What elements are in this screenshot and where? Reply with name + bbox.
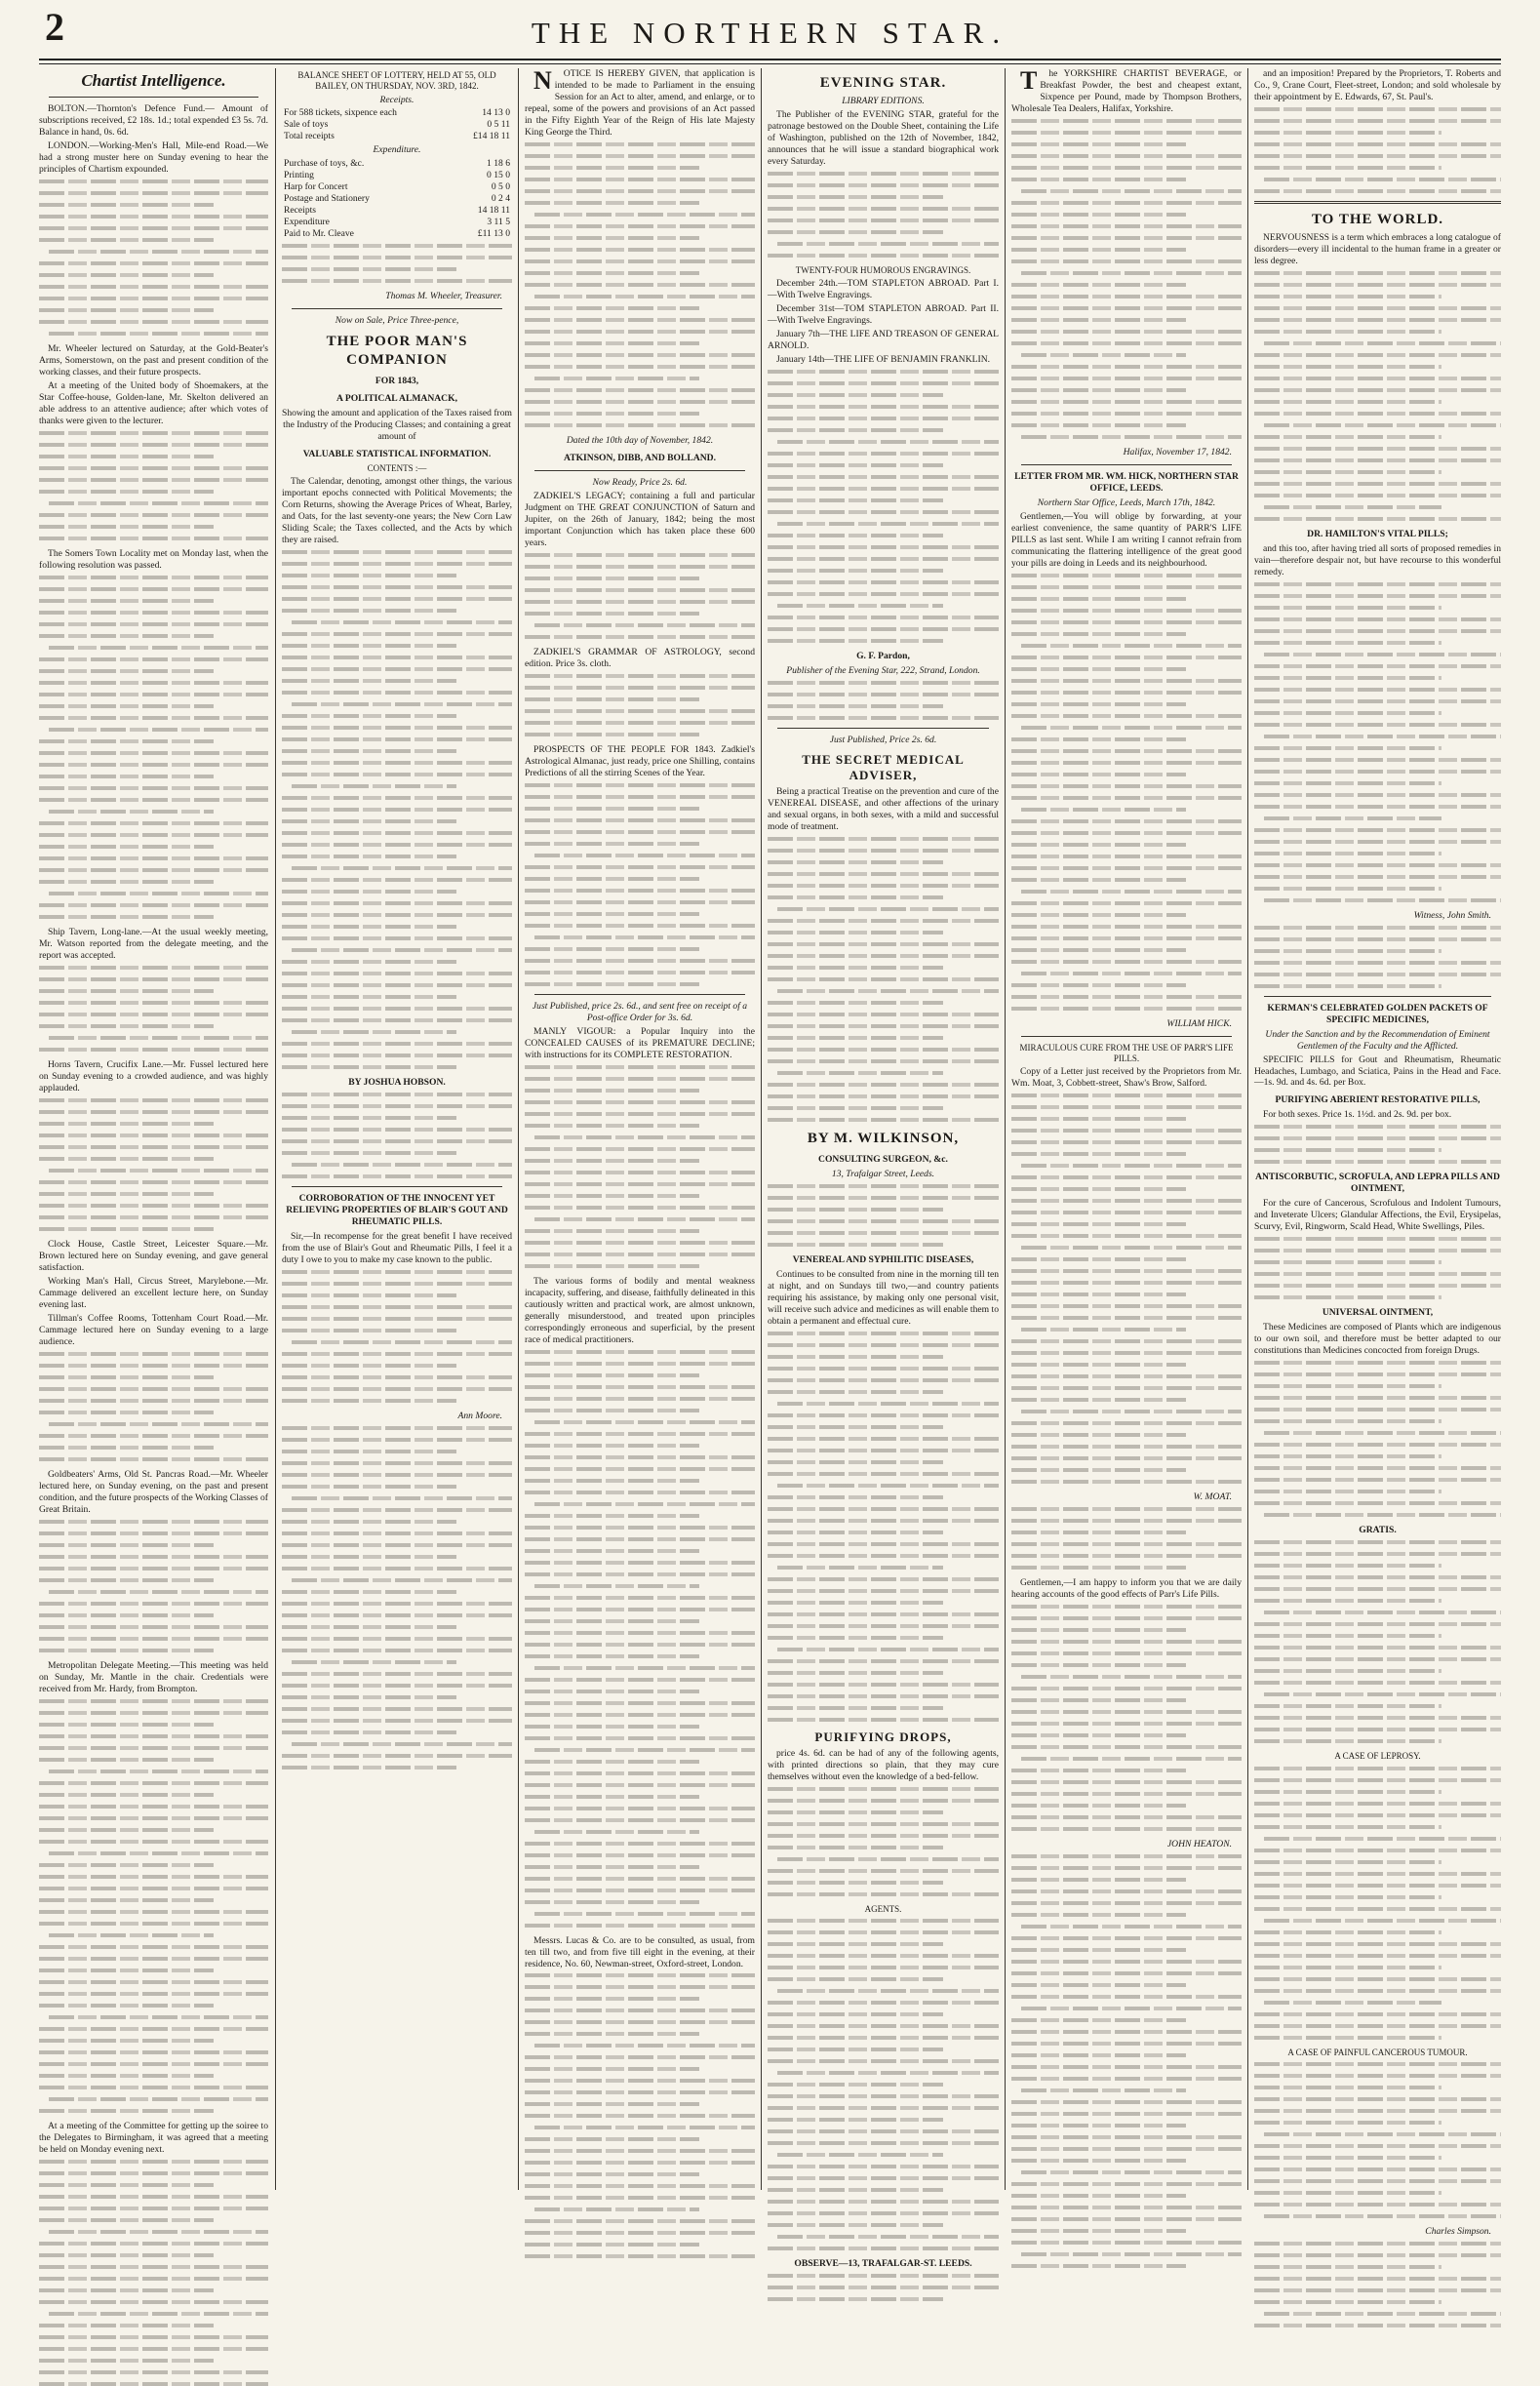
unreadable-text-block [768,1787,999,1896]
column-patent-medicines [1254,68,1501,2237]
page-number: 2 [45,5,64,49]
news-item: Metropolitan Delegate Meeting.—This meeting was held on Sunday, Mr. Mantle in the chair. Credentials were received from Mr. Hardy, from Brompton. [39,1659,268,1694]
news-item: Horns Tavern, Crucifix Lane.—Mr. Fussel lectured here on Sunday evening to a crowded audience, and was highly applauded. [39,1058,268,1094]
library-editions-heading: LIBRARY EDITIONS. [842,95,925,106]
divider [534,994,745,995]
column-chartist-intelligence [39,68,268,2190]
zadkiel-legacy-ad: ZADKIEL'S LEGACY; containing a full and particular Judgment on THE GREAT CONJUNCTION of Saturn and Jupiter, on the 26th of January, 1842; being the most important Conjunction which has taken place these 600 years. [525,490,755,548]
masthead-rule [39,59,1501,64]
divider [534,470,745,471]
expenditure-table [282,158,512,240]
expenditure-label: Expenditure. [373,144,421,156]
miraculous-cure-intro: Copy of a Letter just received by the Proprietors from Mr. Wm. Moat, 3, Cobbett-street, Shaw's Brow, Salford. [1011,1066,1242,1090]
news-item: Mr. Wheeler lectured on Saturday, at the Gold-Beater's Arms, Somerstown, on the past and present condition of the working classes, and their future prospects. [39,343,268,378]
manly-vigour-ad: MANLY VIGOUR: a Popular Inquiry into the CONCEALED CAUSES of its PREMATURE DECLINE; with instructions for its COMPLETE RESTORATION. [525,1025,755,1060]
news-item: At a meeting of the Committee for getting up the soiree to the Delegates to Birmingham, it was agreed that a meeting be held on Monday evening next. [39,2120,268,2155]
list-item: December 24th.—TOM STAPLETON ABROAD. Part I.—With Twelve Engravings. [768,277,999,300]
unreadable-text-block [1011,1507,1242,1570]
author-title: CONSULTING SURGEON, &c. [818,1153,948,1165]
publisher-address: Publisher of the Evening Star, 222, Strand, London. [786,664,980,676]
kerman-heading: KERMAN'S CELEBRATED GOLDEN PACKETS OF SPECIFIC MEDICINES, [1267,1002,1488,1025]
divider [1254,201,1501,204]
news-item: At a meeting of the United body of Shoemakers, at the Star Coffee-house, Golden-lane, Mr. Skelton delivered an able address to an attentive audience; after which votes of thanks were given to the lecturer. [39,380,268,427]
hick-letter-date: Northern Star Office, Leeds, March 17th, 1842. [1037,497,1216,508]
letter-signature: Ann Moore. [457,1410,502,1421]
news-item: LONDON.—Working-Men's Hall, Mile-end Road.—We had a strong muster here on Sunday evening to hear the principles of Chartism expounded. [39,140,268,176]
column-rule [518,68,519,2190]
parliament-notice: NOTICE IS HEREBY GIVEN, that application is intended to be made to Parliament in the ensuing Session for an Act to alter, amend, and enlarge, or to repeal, some of the powers and provisions of an Act passed in the Fifty Eighth Year of the Reign of His late Majesty King George the Third. [525,66,755,138]
almanack-year: FOR 1843, [375,375,419,386]
almanack-body: The Calendar, denoting, amongst other things, the various important epochs connected with Political Movements; the Corn Returns, showing the Average Prices of Wheat, Barley, and Oats, for the last seventy-one years; the New Corn Law Sliding Scale; the Taxes collected, and the Acts by which they are raised. [282,475,512,545]
miraculous-cure-heading: MIRACULOUS CURE FROM THE USE OF PARR'S LIFE PILLS. [1019,1042,1234,1064]
leprosy-case-heading: A CASE OF LEPROSY. [1334,1751,1421,1762]
unreadable-text-block [768,1184,999,1247]
purifying-pills-heading: PURIFYING ABERIENT RESTORATIVE PILLS, [1275,1094,1481,1106]
news-item: Tillman's Coffee Rooms, Tottenham Court Road.—Mr. Cammage lectured here on Sunday evening to a large audience. [39,1312,268,1347]
table-row: Total receipts £14 18 11 [284,131,510,142]
unreadable-text-block [282,1270,512,1403]
unreadable-text-block [39,2160,268,2386]
table-row: Sale of toys 0 5 11 [284,119,510,131]
universal-ointment-heading: UNIVERSAL OINTMENT, [1322,1307,1434,1319]
unreadable-text-block [525,1973,755,2258]
vital-pills-body: and this too, after having tried all sorts of proposed remedies in vain—therefore despair not, but have recourse to this wonderful remedy. [1254,542,1501,577]
list-item: December 31st—TOM STAPLETON ABROAD. Part II.—With Twelve Engravings. [768,302,999,326]
venereal-body: Continues to be consulted from nine in the morning till ten at night, and on Sundays till two,—and country patients requiring his assistance, by making only one personal visit, will receive such advice and medicines as will enable them to obtain a permanent and effectual cure. [768,1268,999,1327]
unreadable-text-block [1254,271,1501,521]
news-item: The Somers Town Locality met on Monday last, when the following resolution was passed. [39,548,268,572]
blairs-pills-heading: CORROBORATION OF THE INNOCENT YET RELIEVING PROPERTIES OF BLAIR'S GOUT AND RHEUMATIC PILLS. [286,1192,508,1227]
news-item: Ship Tavern, Long-lane.—At the usual weekly meeting, Mr. Watson reported from the delegate meeting, and the report was accepted. [39,927,268,961]
receipts-table [282,107,512,142]
masthead [39,6,1501,57]
unreadable-text-block [525,783,755,986]
news-item: Clock House, Castle Street, Leicester Square.—Mr. Brown lectured here on Sunday evening, and gave general satisfaction. [39,1238,268,1273]
notice-signature: ATKINSON, DIBB, AND BOLLAND. [563,452,716,463]
unreadable-text-block [1254,1237,1501,1299]
column-rule [1247,68,1248,2190]
agents-heading: AGENTS. [864,1904,902,1915]
unreadable-text-block [39,1699,268,2113]
simpson-signature: Charles Simpson. [1425,2225,1491,2237]
unreadable-text-block [1011,574,1242,1011]
divider [292,1186,502,1187]
balance-sheet-title: BALANCE SHEET OF LOTTERY, HELD AT 55, OLD BAILEY, ON THURSDAY, NOV. 3RD, 1842. [297,70,496,92]
unreadable-text-block [39,431,268,540]
unreadable-text-block [1254,107,1501,193]
chartist-beverage-ad: The YORKSHIRE CHARTIST BEVERAGE, or Breakfast Powder, the best and cheapest extant, Sixpence per Pound, made by Thompson Brothers, Wholesale Tea Dealers, Halifax, Yorkshire. [1011,66,1242,114]
zadkiel-grammar-ad: ZADKIEL'S GRAMMAR OF ASTROLOGY, second edition. Price 3s. cloth. [525,646,755,669]
author-address: 13, Trafalgar Street, Leeds. [831,1168,935,1179]
tumour-case-heading: A CASE OF PAINFUL CANCEROUS TUMOUR. [1287,2047,1468,2057]
unreadable-text-block [1254,1767,1501,2040]
author-name: BY M. WILKINSON, [807,1131,960,1147]
unreadable-text-block [1254,1540,1501,1743]
evening-star-body: The Publisher of the EVENING STAR, grateful for the patronage bestowed on the Double Sheet, containing the Life of Washington, published on the 12th of November, 1842, announces that he will issue a standard biographical work every Saturday. [768,108,999,167]
unreadable-text-block [282,244,512,283]
unreadable-text-block [1011,119,1242,439]
divider [1021,464,1232,465]
table-row: Purchase of toys, &c. 1 18 6 [284,158,510,170]
unreadable-text-block [39,179,268,336]
beverage-date: Halifax, November 17, 1842. [1123,446,1232,457]
universal-ointment-body: These Medicines are composed of Plants which are indigenous to our own soil, and therefore must be better adapted to our constitutions than Medicines concocted from foreign Drugs. [1254,1322,1501,1357]
news-item: Goldbeaters' Arms, Old St. Pancras Road.—Mr. Wheeler lectured here, on Sunday evening, on the past and present condition, and the future prospects of the Working Classes of Great Britain. [39,1468,268,1515]
table-row: For 588 tickets, sixpence each 14 13 0 [284,107,510,119]
zadkiel-prospects-ad: PROSPECTS OF THE PEOPLE FOR 1843. Zadkiel's Astrological Almanac, just ready, price one Shilling, contains Predictions of all the stirring Scenes of the Year. [525,743,755,778]
unreadable-text-block [39,576,268,919]
unreadable-text-block [768,172,999,258]
purifying-pills-body: For both sexes. Price 1s. 1½d. and 2s. 9d. per box. [1263,1109,1452,1121]
almanack-author: BY JOSHUA HOBSON. [348,1076,446,1088]
column-parrs-life-pills [1011,68,1242,2190]
almanack-subtitle: A POLITICAL ALMANACK, [336,392,457,404]
unreadable-text-block [1254,2062,1501,2218]
newspaper-title: THE NORTHERN STAR. [531,16,1009,50]
almanack-heading: VALUABLE STATISTICAL INFORMATION. [302,448,492,459]
unreadable-text-block [768,1332,999,1722]
table-row: Paid to Mr. Cleave £11 13 0 [284,228,510,240]
divider [777,728,989,729]
unreadable-text-block [1254,1125,1501,1164]
gratis-heading: GRATIS. [1359,1525,1397,1536]
evening-star-heading: EVENING STAR. [819,75,947,91]
receipts-label: Receipts. [379,94,415,105]
adviser-price-line: Just Published, Price 2s. 6d. [829,734,937,745]
unreadable-text-block [282,1426,512,1770]
purifying-drops-body: price 4s. 6d. can be had of any of the following agents, with printed directions so plain, that they may cure themselves without even the knowledge of a bed-fellow. [768,1748,999,1783]
table-row: Receipts 14 18 11 [284,205,510,217]
almanack-price-line: Now on Sale, Price Three-pence, [335,315,459,327]
zadkiel-price-line: Now Ready, Price 2s. 6d. [592,476,688,488]
hick-signature: WILLIAM HICK. [1166,1017,1232,1029]
news-item: Working Man's Hall, Circus Street, Marylebone.—Mr. Cammage delivered an excellent lecture here, on Sunday evening last. [39,1275,268,1310]
unreadable-text-block [1254,582,1501,902]
almanack-title: THE POOR MAN'S COMPANION [326,334,468,369]
unreadable-text-block [1011,1605,1242,1831]
kerman-subheading: Under the Sanction and by the Recommendation of Eminent Gentlemen of the Faculty and the Afflicted. [1265,1028,1490,1052]
column-rule [1005,68,1006,2190]
table-row: Expenditure 3 11 5 [284,217,510,228]
treasurer-signature: Thomas M. Wheeler, Treasurer. [385,291,502,302]
vital-pills-heading: DR. HAMILTON'S VITAL PILLS; [1307,528,1448,539]
observe-address: OBSERVE—13, TRAFALGAR-ST. LEEDS. [794,2258,972,2270]
column-rule [275,68,276,2190]
divider [1021,1036,1232,1037]
unreadable-text-block [525,674,755,736]
unreadable-text-block [39,1520,268,1652]
consultation-hours: Messrs. Lucas & Co. are to be consulted, as usual, from ten till two, and from five till eight in the evening, at their residence, No. 60, Newman-street, Oxford-street, London. [525,1934,755,1969]
table-row: Printing 0 15 0 [284,170,510,181]
manly-vigour-price-line: Just Published, price 2s. 6d., and sent free on receipt of a Post-office Order for 3s. 6d. [532,1000,748,1023]
unreadable-text-block [1254,2242,1501,2327]
purifying-drops-heading: PURIFYING DROPS, [814,1729,952,1744]
section-title: Chartist Intelligence. [81,71,226,90]
hick-letter-heading: LETTER FROM MR. WM. HICK, NORTHERN STAR OFFICE, LEEDS. [1014,470,1239,494]
nervousness-body: NERVOUSNESS is a term which embraces a long catalogue of disorders—every ill incidental to the human frame in a greater or less degree. [1254,231,1501,266]
almanack-description: Showing the amount and application of the Taxes raised from the Industry of the Producing Classes; and containing a great amount of [282,407,513,442]
unreadable-text-block [525,1065,755,1268]
heaton-signature: JOHN HEATON. [1166,1839,1232,1850]
divider [292,308,502,309]
manly-vigour-body: The various forms of bodily and mental weakness incapacity, suffering, and disease, faithfully delineated in this cautiously written and practical work, are almost unknown, generally misunderstood, and treated upon principles correspondingly erroneous and superficial, by the present race of medical practitioners. [525,1275,755,1345]
news-item: BOLTON.—Thornton's Defence Fund.— Amount of subscriptions received, £2 18s. 1d.; total expended £3 5s. 7d. Balance in hand, 0s. 6d. [39,103,268,139]
unreadable-text-block [282,1093,512,1178]
hick-letter-body: Gentlemen,—You will oblige by forwarding, at your earliest convenience, the same quantity of PARR'S LIFE PILLS as last sent. While I am writing I cannot refrain from communicating the flattering intelligence of the great good your pills are doing in Leeds and its neighbourhood. [1011,510,1242,569]
table-row: Harp for Concert 0 5 0 [284,181,510,193]
unreadable-text-block [1254,1361,1501,1517]
unreadable-text-block [768,681,999,720]
divider [49,97,258,98]
venereal-heading: VENEREAL AND SYPHILITIC DISEASES, [792,1253,974,1265]
unreadable-text-block [1011,1854,1242,2268]
unreadable-text-block [525,553,755,639]
unreadable-text-block [39,1098,268,1231]
antiscorbutic-body: For the cure of Cancerous, Scrofulous and Indolent Tumours, and Inveterate Ulcers; Glandular Affections, the Evil, Erysipelas, Scurvy, Evil, Ringworm, Scald Head, White Swellings, Piles. [1254,1198,1501,1233]
heaton-letter: Gentlemen,—I am happy to inform you that we are daily hearing accounts of the good effects of Parr's Life Pills. [1011,1577,1242,1601]
secret-medical-adviser-heading: THE SECRET MEDICAL ADVISER, [802,751,965,782]
column-rule [761,68,762,2190]
column-notices-and-adverts [525,68,755,2190]
unreadable-text-block [1254,926,1501,988]
to-the-world-heading: TO THE WORLD. [1311,211,1444,227]
unreadable-text-block [525,142,755,427]
unreadable-text-block [1011,1094,1242,1484]
table-row: Postage and Stationery 0 2 4 [284,193,510,205]
contents-label: CONTENTS :— [367,462,427,473]
publisher-name: G. F. Pardon, [856,650,910,661]
column-lottery-and-almanack [282,68,512,2190]
notice-date: Dated the 10th day of November, 1842. [566,434,714,446]
specific-pills-body: SPECIFIC PILLS for Gout and Rheumatism, Rheumatic Headaches, Lumbago, and Sciatica, Pains in the Head and Face.—1s. 9d. and 4s. 6d. per Box. [1254,1054,1501,1089]
moat-signature: W. MOAT. [1193,1491,1232,1503]
unreadable-text-block [768,837,999,1122]
divider [1264,996,1491,997]
unreadable-text-block [525,1350,755,1928]
list-item: January 7th—THE LIFE AND TREASON OF GENERAL ARNOLD. [768,328,999,351]
blairs-pills-letter: Sir,—In recompense for the great benefit I have received from the use of Blair's Gout and Rheumatic Pills, I feel it a duty I owe to you to make my case known to the public. [282,1230,512,1265]
column-intro: and an imposition! Prepared by the Proprietors, T. Roberts and Co., 9, Crane Court, Fleet-street, London; and sold wholesale by their appointment by E. Edwards, 67, St. Paul's. [1254,68,1501,102]
unreadable-text-block [282,550,512,1069]
adviser-body: Being a practical Treatise on the prevention and cure of the VENEREAL DISEASE, and other affections of the urinary and sexual organs, in both sexes, with a mild and successful mode of treatment. [768,786,999,833]
unreadable-text-block [768,370,999,643]
unreadable-text-block [768,2274,999,2301]
column-evening-star-and-medical [768,68,999,2270]
unreadable-text-block [39,1352,268,1461]
unreadable-text-block [768,1919,999,2250]
list-item: January 14th—THE LIFE OF BENJAMIN FRANKLIN. [776,353,991,365]
antiscorbutic-heading: ANTISCORBUTIC, SCROFULA, AND LEPRA PILLS AND OINTMENT, [1255,1172,1500,1195]
witness-signature: Witness, John Smith. [1413,909,1491,921]
engravings-heading: TWENTY-FOUR HUMOROUS ENGRAVINGS. [795,264,971,275]
unreadable-text-block [39,966,268,1052]
